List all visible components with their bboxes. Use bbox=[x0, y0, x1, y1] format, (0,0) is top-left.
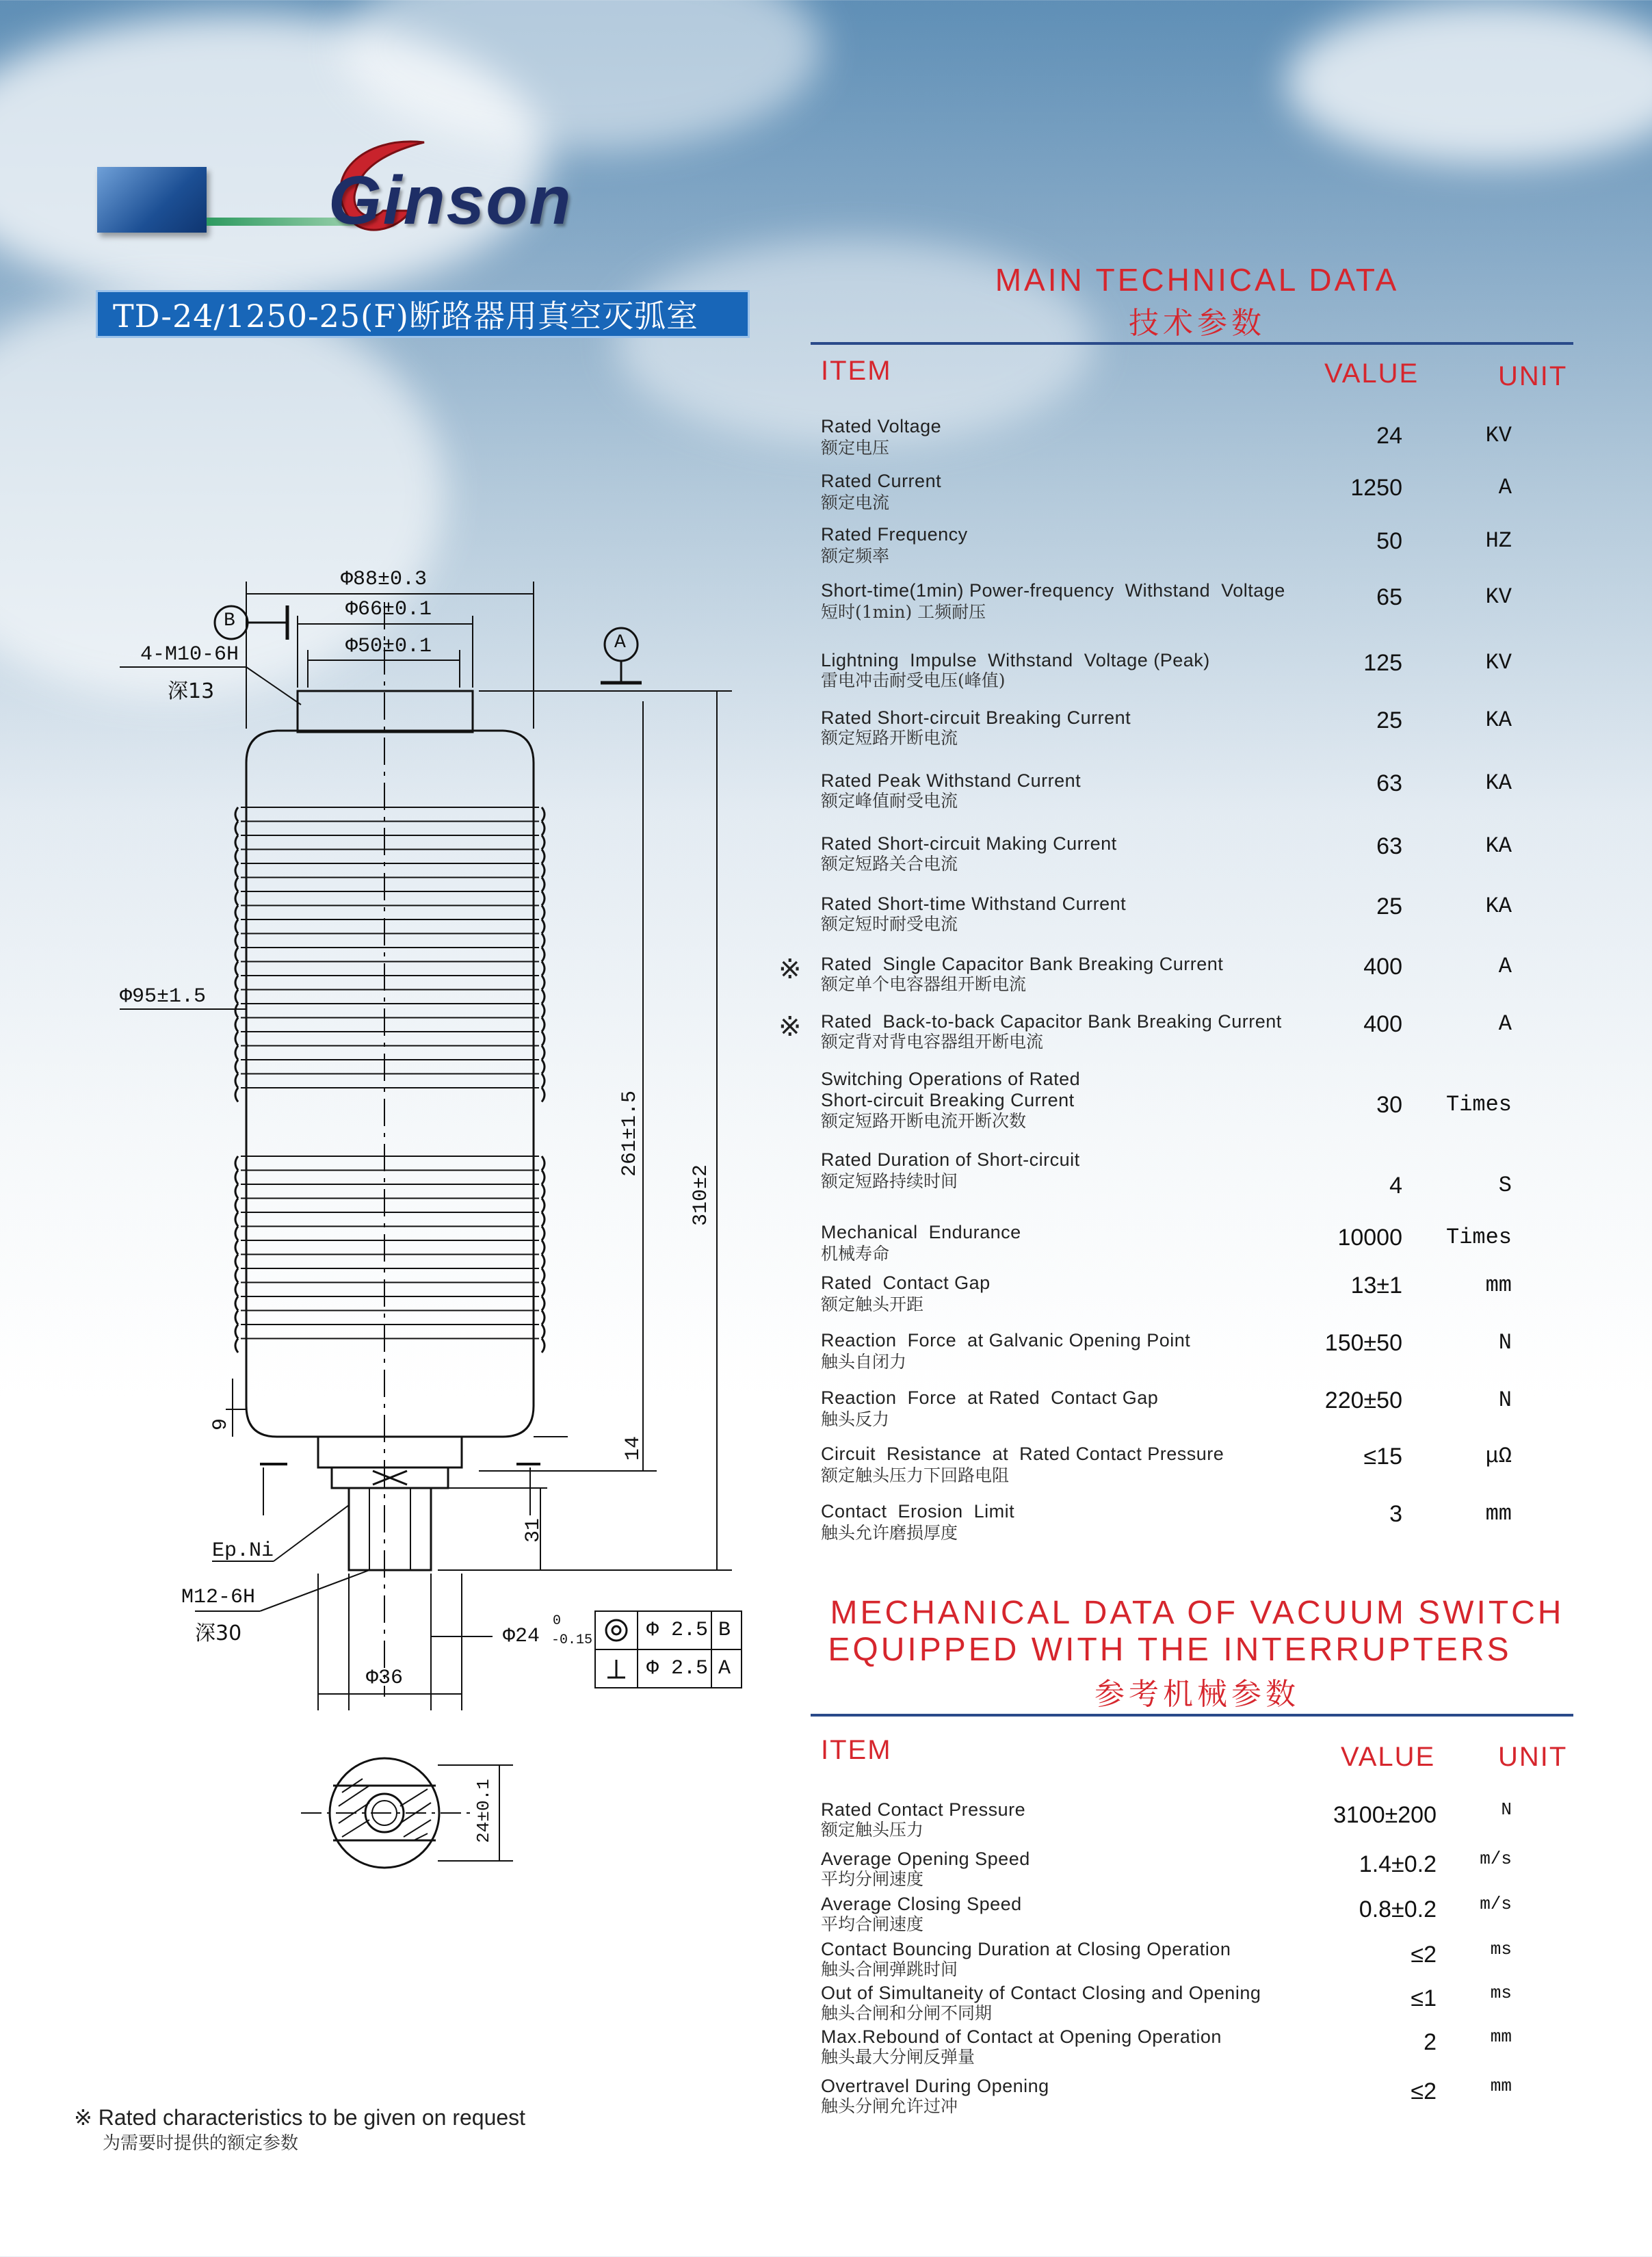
row-item-cn: 额定触头开距 bbox=[821, 1294, 924, 1314]
thread-bottom: M12-6H bbox=[181, 1586, 256, 1609]
dim-24: Φ24 bbox=[503, 1625, 540, 1648]
row-item-cn: 额定单个电容器组开断电流 bbox=[821, 974, 1027, 994]
main-table-title-cn: 技术参数 bbox=[1129, 306, 1266, 341]
row-item-cn: 额定短路开断电流 bbox=[821, 728, 958, 748]
row-unit: HZ bbox=[1485, 528, 1512, 553]
mech-table-title-cn: 参考机械参数 bbox=[1094, 1677, 1300, 1712]
mech-table-rule bbox=[811, 1714, 1573, 1717]
dim-24-tol-up: 0 bbox=[553, 1613, 562, 1629]
row-item-cn: 额定电压 bbox=[821, 438, 890, 458]
main-col-item: ITEM bbox=[821, 356, 892, 386]
row-item-cn: 额定触头压力下回路电阻 bbox=[821, 1465, 1010, 1485]
main-table-title-en: MAIN TECHNICAL DATA bbox=[995, 262, 1400, 298]
row-unit: mm bbox=[1485, 1501, 1512, 1526]
row-item-en: Rated Frequency bbox=[821, 524, 968, 545]
row-value: ≤2 bbox=[1411, 2078, 1437, 2104]
dim-50: Φ50±0.1 bbox=[345, 635, 432, 658]
tol-coax-ref: B bbox=[718, 1619, 731, 1642]
row-unit: A bbox=[1498, 475, 1512, 500]
dim-310: 310±2 bbox=[690, 1164, 713, 1227]
main-col-value: VALUE bbox=[1324, 358, 1419, 389]
dim-31: 31 bbox=[522, 1517, 546, 1543]
row-value: ≤1 bbox=[1411, 1985, 1437, 2011]
row-item-cn: 触头自闭力 bbox=[821, 1352, 907, 1372]
row-item-en: Lightning Impulse Withstand Voltage (Peak) bbox=[821, 650, 1210, 670]
mech-table-title-en-2: EQUIPPED WITH THE INTERRUPTERS bbox=[828, 1632, 1512, 1668]
row-value: 150±50 bbox=[1324, 1330, 1402, 1356]
row-item-en: Rated Short-circuit Making Current bbox=[821, 833, 1117, 854]
row-unit: KV bbox=[1485, 423, 1512, 448]
row-item-cn: 触头允许磨损厚度 bbox=[821, 1523, 958, 1543]
row-unit: ms bbox=[1490, 1983, 1512, 2003]
row-unit: mm bbox=[1485, 1273, 1512, 1298]
row-item-en: Rated Contact Pressure bbox=[821, 1799, 1026, 1820]
dim-66: Φ66±0.1 bbox=[345, 598, 432, 621]
product-title: TD-24/1250-25(F)断路器用真空灭弧室 bbox=[96, 290, 750, 338]
row-item-en: Max.Rebound of Contact at Opening Operation bbox=[821, 2026, 1222, 2047]
row-item-cn: 平均合闸速度 bbox=[821, 1914, 924, 1934]
row-item-en: Reaction Force at Rated Contact Gap bbox=[821, 1387, 1159, 1408]
row-unit: m/s bbox=[1480, 1849, 1512, 1869]
request-mark: ※ bbox=[778, 954, 802, 984]
row-item-cn: 触头合闸和分闸不同期 bbox=[821, 2003, 993, 2023]
interrupter-drawing bbox=[0, 0, 787, 1902]
row-value: 3100±200 bbox=[1333, 1802, 1437, 1828]
row-item-en: Switching Operations of Rated Short-circuit Breaking Current bbox=[821, 1069, 1081, 1110]
row-value: 125 bbox=[1363, 650, 1402, 676]
main-col-unit: UNIT bbox=[1498, 361, 1568, 391]
row-unit: KV bbox=[1485, 650, 1512, 675]
mech-col-item: ITEM bbox=[821, 1735, 892, 1765]
row-item-cn: 额定触头压力 bbox=[821, 1820, 924, 1840]
row-unit: KA bbox=[1485, 707, 1512, 733]
row-item-cn: 额定频率 bbox=[821, 546, 890, 566]
row-value: 65 bbox=[1376, 584, 1402, 610]
row-unit: S bbox=[1498, 1173, 1512, 1198]
row-value: 3 bbox=[1389, 1501, 1402, 1527]
row-item-en: Circuit Resistance at Rated Contact Pressure bbox=[821, 1444, 1224, 1464]
row-item-en: Rated Contact Gap bbox=[821, 1273, 991, 1293]
row-item-cn: 额定短路开断电流开断次数 bbox=[821, 1111, 1027, 1131]
row-item-cn: 雷电冲击耐受电压(峰值) bbox=[821, 670, 1006, 690]
row-value: 4 bbox=[1389, 1173, 1402, 1199]
dim-95: Φ95±1.5 bbox=[120, 985, 207, 1008]
thread-top-depth: 深13 bbox=[168, 679, 215, 703]
row-unit: μΩ bbox=[1485, 1444, 1512, 1469]
tol-perp-ref: A bbox=[718, 1657, 731, 1680]
mech-table-title-en-1: MECHANICAL DATA OF VACUUM SWITCH bbox=[830, 1595, 1564, 1631]
thread-top: 4-M10-6H bbox=[140, 643, 239, 666]
main-table-rule bbox=[811, 342, 1573, 345]
dim-9: 9 bbox=[209, 1418, 233, 1431]
row-item-cn: 触头分闸允许过冲 bbox=[821, 2096, 958, 2116]
row-value: 25 bbox=[1376, 893, 1402, 919]
row-unit: m/s bbox=[1480, 1894, 1512, 1914]
row-item-en: Reaction Force at Galvanic Opening Point bbox=[821, 1330, 1191, 1351]
plating-label: Ep.Ni bbox=[212, 1539, 274, 1563]
row-value: 63 bbox=[1376, 833, 1402, 859]
row-unit: Times bbox=[1445, 1092, 1512, 1117]
row-unit: mm bbox=[1490, 2076, 1512, 2096]
row-item-cn: 额定短时耐受电流 bbox=[821, 914, 958, 934]
thread-bottom-depth: 深30 bbox=[195, 1621, 242, 1645]
row-item-en: Contact Erosion Limit bbox=[821, 1501, 1015, 1522]
row-item-cn: 额定背对背电容器组开断电流 bbox=[821, 1032, 1044, 1052]
row-item-cn: 额定短路持续时间 bbox=[821, 1171, 958, 1191]
row-item-en: Average Opening Speed bbox=[821, 1849, 1030, 1869]
row-unit: N bbox=[1501, 1799, 1512, 1820]
dim-24-tol-low: -0.15 bbox=[551, 1632, 593, 1648]
tol-perp: Φ 2.5 bbox=[646, 1657, 709, 1680]
row-item-cn: 机械寿命 bbox=[821, 1244, 890, 1264]
row-unit: KV bbox=[1485, 584, 1512, 610]
row-item-en: Rated Single Capacitor Bank Breaking Current bbox=[821, 954, 1224, 974]
row-item-en: Rated Current bbox=[821, 471, 942, 491]
row-item-en: Mechanical Endurance bbox=[821, 1222, 1021, 1242]
row-value: 1250 bbox=[1350, 475, 1402, 501]
row-item-en: Rated Short-circuit Breaking Current bbox=[821, 707, 1131, 728]
row-value: 63 bbox=[1376, 770, 1402, 796]
row-value: 30 bbox=[1376, 1092, 1402, 1118]
row-unit: N bbox=[1498, 1330, 1512, 1355]
footnote-en: ※ Rated characteristics to be given on request bbox=[74, 2105, 526, 2130]
dim-14: 14 bbox=[622, 1435, 646, 1461]
row-value: 13±1 bbox=[1350, 1273, 1402, 1299]
mech-col-unit: UNIT bbox=[1498, 1742, 1568, 1772]
row-item-en: Out of Simultaneity of Contact Closing and Opening bbox=[821, 1983, 1261, 2003]
row-value: 400 bbox=[1363, 954, 1402, 980]
row-item-en: Rated Short-time Withstand Current bbox=[821, 893, 1127, 914]
dim-88: Φ88±0.3 bbox=[341, 568, 428, 591]
datum-b-label: B bbox=[224, 610, 235, 631]
footnote-cn: 为需要时提供的额定参数 bbox=[103, 2133, 299, 2154]
row-item-en: Rated Back-to-back Capacitor Bank Breaking Current bbox=[821, 1011, 1282, 1032]
row-value: 400 bbox=[1363, 1011, 1402, 1037]
row-value: 10000 bbox=[1337, 1225, 1402, 1251]
row-value: 220±50 bbox=[1324, 1387, 1402, 1413]
cloud bbox=[1286, 0, 1652, 164]
row-item-en: Overtravel During Opening bbox=[821, 2076, 1049, 2096]
datum-a-label: A bbox=[614, 632, 626, 653]
row-value: 25 bbox=[1376, 707, 1402, 733]
logo-text: Ginson bbox=[328, 162, 573, 239]
row-unit: mm bbox=[1490, 2026, 1512, 2047]
mech-col-value: VALUE bbox=[1341, 1742, 1436, 1772]
row-unit: Times bbox=[1445, 1225, 1512, 1250]
row-value: 2 bbox=[1424, 2029, 1437, 2055]
row-item-en: Rated Peak Withstand Current bbox=[821, 770, 1081, 791]
row-value: 1.4±0.2 bbox=[1359, 1851, 1437, 1877]
row-item-en: Short-time(1min) Power-frequency Withstand Voltage bbox=[821, 580, 1285, 601]
request-mark: ※ bbox=[778, 1012, 802, 1042]
row-value: 0.8±0.2 bbox=[1359, 1896, 1437, 1922]
row-item-cn: 额定电流 bbox=[821, 493, 890, 512]
row-item-cn: 额定峰值耐受电流 bbox=[821, 791, 958, 811]
row-item-cn: 短时(1min) 工频耐压 bbox=[821, 602, 986, 622]
row-value: 50 bbox=[1376, 528, 1402, 554]
row-value: ≤2 bbox=[1411, 1942, 1437, 1968]
row-unit: A bbox=[1498, 1011, 1512, 1036]
dim-36: Φ36 bbox=[366, 1667, 404, 1690]
row-unit: A bbox=[1498, 954, 1512, 979]
row-unit: KA bbox=[1485, 833, 1512, 859]
row-unit: ms bbox=[1490, 1939, 1512, 1959]
row-item-cn: 额定短路关合电流 bbox=[821, 854, 958, 874]
row-unit: KA bbox=[1485, 893, 1512, 919]
row-item-cn: 触头最大分闸反弹量 bbox=[821, 2047, 975, 2067]
row-item-en: Rated Voltage bbox=[821, 416, 942, 436]
row-item-en: Rated Duration of Short-circuit bbox=[821, 1149, 1080, 1170]
dim-261: 261±1.5 bbox=[618, 1090, 642, 1177]
row-unit: N bbox=[1498, 1387, 1512, 1413]
dim-flat: 24±0.1 bbox=[473, 1779, 494, 1843]
row-value: ≤15 bbox=[1363, 1444, 1402, 1470]
row-item-cn: 触头合闸弹跳时间 bbox=[821, 1959, 958, 1979]
row-item-en: Average Closing Speed bbox=[821, 1894, 1022, 1914]
tol-coax: Φ 2.5 bbox=[646, 1619, 709, 1642]
row-item-cn: 触头反力 bbox=[821, 1409, 890, 1429]
row-unit: KA bbox=[1485, 770, 1512, 796]
row-value: 24 bbox=[1376, 423, 1402, 449]
row-item-en: Contact Bouncing Duration at Closing Operation bbox=[821, 1939, 1231, 1959]
row-item-cn: 平均分闸速度 bbox=[821, 1869, 924, 1889]
